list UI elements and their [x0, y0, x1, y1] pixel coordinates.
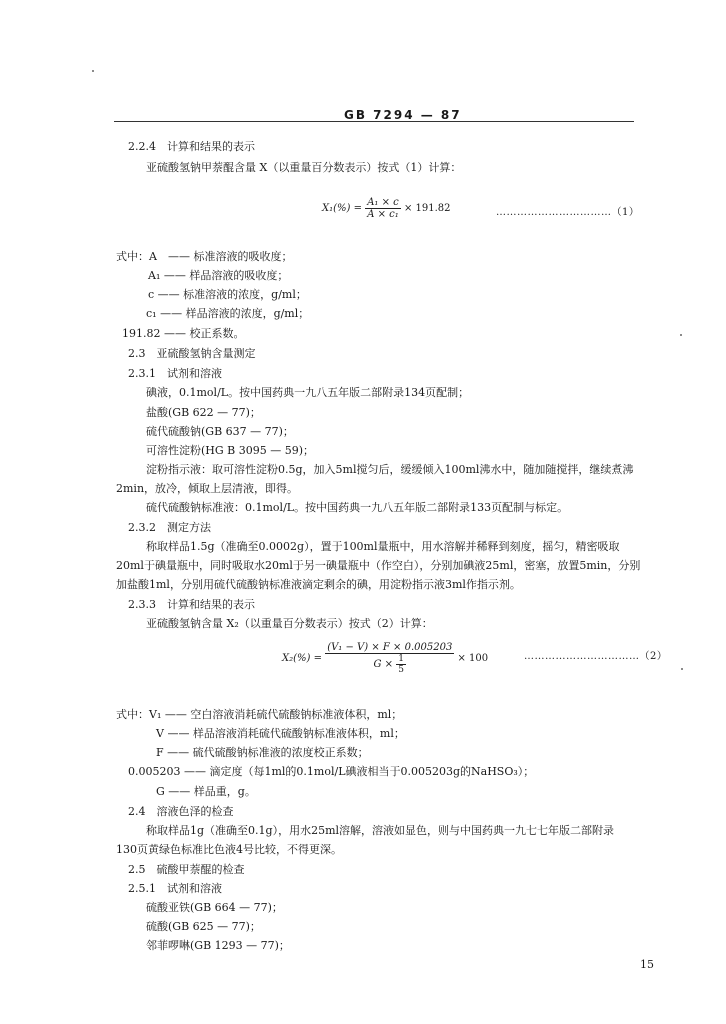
reagent-item: 邻菲啰啉(GB 1293 — 77)； — [146, 939, 290, 952]
scan-speck — [92, 70, 94, 72]
section-2-4-heading: 2.4 溶液色泽的检查 — [128, 805, 234, 818]
formula1-fraction — [365, 197, 401, 220]
method-line-1: 称取样品1.5g（准确至0.0002g），置于100ml量瓶中，用水溶解并稀释到刻度，摇匀，精密吸取 — [146, 540, 620, 553]
section-2-5-heading: 2.5 硫酸甲萘醌的检查 — [128, 863, 245, 876]
thiosulfate-standard: 硫代硫酸钠标准液：0.1mol/L。按中国药典一九八五年版二部附录133页配制与标定。 — [146, 501, 569, 514]
starch-indicator-line-2: 2min，放冷，倾取上层清液，即得。 — [116, 482, 299, 495]
standard-number-header: GB 7294 — 87 — [344, 108, 462, 122]
formula2-def-3: F —— 硫代硫酸钠标准液的浓度校正系数； — [156, 746, 369, 759]
section-2-2-4-heading: 2.2.4 计算和结果的表示 — [128, 140, 255, 153]
color-check-line-1: 称取样品1g（准确至0.1g），用水25ml溶解，溶液如显色，则与中国药典一九七七年版二部附录 — [146, 824, 615, 837]
formula2-den-fraction — [396, 654, 406, 675]
page-number: 15 — [640, 958, 654, 971]
formula2-tail: × 100 — [457, 653, 489, 664]
section-2-3-1-heading: 2.3.1 试剂和溶液 — [128, 367, 222, 380]
formula2-lhs: X₂(%) = — [282, 653, 322, 664]
formula1-tag: ……………………………（1） — [496, 207, 640, 218]
formula1-def-2: A₁ —— 样品溶液的吸收度； — [148, 269, 289, 282]
formula2-def-5: G —— 样品重，g。 — [156, 785, 256, 798]
reagent-item: 硫代硫酸钠(GB 637 — 77)； — [146, 425, 294, 438]
formula1-where: 式中：A — [116, 250, 157, 263]
formula1-def-1: —— 标准溶液的吸收度； — [168, 250, 293, 263]
formula2-numerator: (V₁ − V) × F × 0.005203 — [327, 642, 453, 653]
section-2-3-3-heading: 2.3.3 计算和结果的表示 — [128, 598, 255, 611]
formula-2 — [282, 642, 488, 675]
formula2-def-1: 式中：V₁ —— 空白溶液消耗硫代硫酸钠标准液体积，ml； — [116, 708, 403, 721]
formula1-def-4: c₁ —— 样品溶液的浓度，g/ml； — [146, 307, 310, 320]
section-2-5-1-heading: 2.5.1 试剂和溶液 — [128, 882, 222, 895]
scan-speck — [681, 668, 683, 670]
starch-indicator-line-1: 淀粉指示液：取可溶性淀粉0.5g，加入5ml搅匀后，缓缓倾入100ml沸水中，随加随搅拌，继续煮沸 — [146, 463, 634, 476]
formula2-fraction — [325, 642, 454, 675]
correction-coefficient: 191.82 —— 校正系数。 — [122, 327, 245, 340]
formula2-den-g: G × — [373, 659, 394, 670]
section-2-3-2-heading: 2.3.2 测定方法 — [128, 521, 211, 534]
reagent-item: 硫酸亚铁(GB 664 — 77)； — [146, 901, 283, 914]
header-rule — [114, 121, 634, 122]
formula2-def-2: V —— 样品溶液消耗硫代硫酸钠标准液体积，ml； — [156, 727, 405, 740]
formula2-denominator — [325, 654, 454, 675]
formula2-den-frac-num: 1 — [398, 654, 404, 664]
reagent-item: 硫酸(GB 625 — 77)； — [146, 920, 261, 933]
reagent-item: 碘液，0.1mol/L。按中国药典一九八五年版二部附录134页配制； — [146, 386, 470, 399]
reagent-item: 可溶性淀粉(HG B 3095 — 59)； — [146, 444, 315, 457]
color-check-line-2: 130页黄绿色标准比色液4号比较，不得更深。 — [116, 843, 342, 856]
formula1-def-3: c —— 标准溶液的浓度，g/ml； — [148, 288, 307, 301]
formula2-intro: 亚硫酸氢钠含量 X₂（以重量百分数表示）按式（2）计算： — [146, 617, 433, 630]
method-line-3: 加盐酸1ml，分别用硫代硫酸钠标准液滴定剩余的碘，用淀粉指示液3ml作指示剂。 — [116, 578, 521, 591]
formula2-def-4: 0.005203 —— 滴定度（每1ml的0.1mol/L碘液相当于0.005203g的NaHSO₃）； — [128, 765, 535, 778]
formula2-tag: ……………………………（2） — [524, 651, 668, 662]
reagent-item: 盐酸(GB 622 — 77)； — [146, 406, 261, 419]
scan-speck — [680, 334, 682, 336]
formula1-lhs: X₁(%) = — [322, 203, 362, 214]
formula1-intro: 亚硫酸氢钠甲萘醌含量 X（以重量百分数表示）按式（1）计算： — [146, 161, 462, 174]
formula2-den-frac-den: 5 — [398, 665, 404, 675]
formula1-numerator: A₁ × c — [367, 197, 399, 208]
formula1-denominator: A × c₁ — [367, 209, 399, 220]
method-line-2: 20ml于碘量瓶中，同时吸取水20ml于另一碘量瓶中（作空白），分别加碘液25ml，密塞，放置5min，分别 — [116, 559, 641, 572]
formula-1 — [322, 197, 451, 220]
formula1-tail: × 191.82 — [403, 203, 451, 214]
section-2-3-heading: 2.3 亚硫酸氢钠含量测定 — [128, 347, 256, 360]
